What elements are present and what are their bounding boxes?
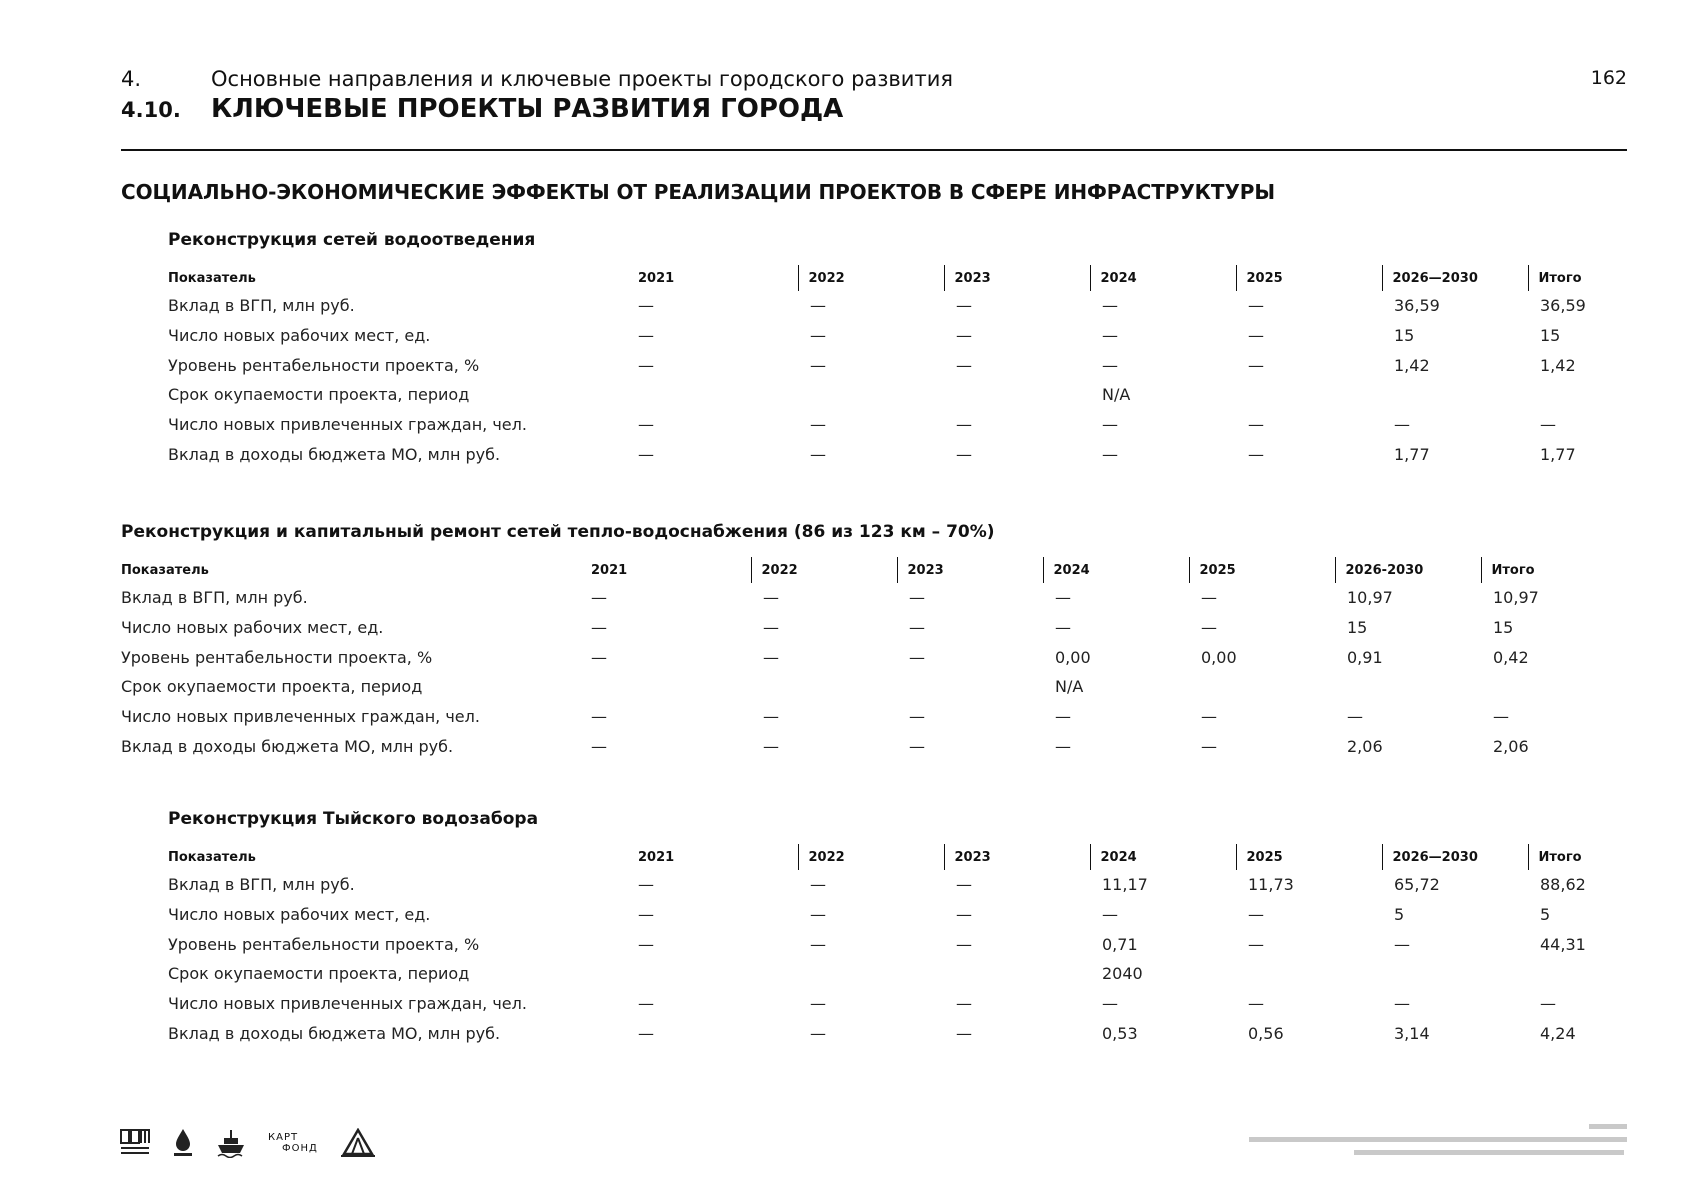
indicator-value: 0,42 <box>1493 647 1529 667</box>
column-header-period: 2025 <box>1236 265 1382 291</box>
column-header-period: 2024 <box>1043 557 1189 583</box>
indicator-value: — <box>1248 905 1264 925</box>
dom-logo-icon <box>120 1128 150 1158</box>
indicator-value: — <box>1055 736 1071 756</box>
indicator-value: 0,56 <box>1248 1023 1284 1043</box>
table-header-row <box>168 844 1638 870</box>
indicator-value: — <box>1102 444 1118 464</box>
column-header-indicator: Показатель <box>121 562 209 578</box>
indicator-value: — <box>638 415 654 435</box>
indicator-value: — <box>763 618 779 638</box>
column-header-period: 2026-2030 <box>1335 557 1481 583</box>
table-row <box>168 439 1638 469</box>
column-header-period: 2025 <box>1189 557 1335 583</box>
column-header-period: 2021 <box>638 849 675 865</box>
indicator-value: — <box>1248 326 1264 346</box>
indicator-value: — <box>1248 415 1264 435</box>
indicator-value: — <box>956 905 972 925</box>
indicator-label: Число новых привлеченных граждан, чел. <box>168 415 527 435</box>
indicator-value <box>751 672 897 702</box>
indicator-value: — <box>1102 355 1118 375</box>
indicator-value: — <box>638 296 654 316</box>
indicator-value: — <box>810 326 826 346</box>
indicator-value: 1,42 <box>1540 355 1576 375</box>
column-header-period: 2025 <box>1236 844 1382 870</box>
indicator-value: — <box>1493 707 1509 727</box>
table-block-water-intake <box>168 809 1638 1048</box>
indicator-value: — <box>909 647 925 667</box>
indicator-value: — <box>1055 588 1071 608</box>
table-row <box>168 929 1638 959</box>
table-row <box>121 672 1591 702</box>
indicator-value: 0,00 <box>1055 647 1091 667</box>
indicator-value: — <box>810 444 826 464</box>
indicator-table-heat-water <box>121 557 1591 761</box>
indicator-label: Срок окупаемости проекта, период <box>121 677 423 697</box>
indicator-value <box>1335 672 1481 702</box>
indicator-value: — <box>591 618 607 638</box>
indicator-value: — <box>1201 618 1217 638</box>
column-header-period: 2022 <box>798 844 944 870</box>
table-row <box>121 642 1591 672</box>
footer-faded-text <box>1209 1122 1629 1167</box>
table-row <box>168 321 1638 351</box>
indicator-value: — <box>591 647 607 667</box>
indicator-value: — <box>1102 905 1118 925</box>
indicator-value: — <box>810 296 826 316</box>
indicator-value <box>1236 959 1382 989</box>
indicator-value: — <box>638 905 654 925</box>
indicator-value: 36,59 <box>1540 296 1586 316</box>
indicator-value: — <box>1248 994 1264 1014</box>
table-row <box>168 900 1638 930</box>
indicator-value: 88,62 <box>1540 875 1586 895</box>
indicator-value: — <box>909 618 925 638</box>
indicator-label: Уровень рентабельности проекта, % <box>168 355 480 375</box>
indicator-value: — <box>810 994 826 1014</box>
indicator-value <box>1382 959 1528 989</box>
indicator-value <box>1528 959 1638 989</box>
indicator-value: — <box>956 296 972 316</box>
indicator-label: Вклад в ВГП, млн руб. <box>168 296 355 316</box>
table-row <box>168 1018 1638 1048</box>
indicator-value: 65,72 <box>1394 875 1440 895</box>
indicator-value <box>1382 380 1528 410</box>
drop-logo-icon <box>172 1128 194 1158</box>
indicator-value: — <box>591 736 607 756</box>
indicator-value: 2040 <box>1102 964 1143 984</box>
indicator-value: — <box>956 934 972 954</box>
indicator-value: 0,53 <box>1102 1023 1138 1043</box>
indicator-value: 1,77 <box>1394 444 1430 464</box>
indicator-value: — <box>591 588 607 608</box>
column-header-period: 2023 <box>944 844 1090 870</box>
ship-logo-icon <box>216 1128 246 1158</box>
table-row <box>121 613 1591 643</box>
indicator-value: — <box>1102 296 1118 316</box>
indicator-value: 11,73 <box>1248 875 1294 895</box>
indicator-label: Число новых привлеченных граждан, чел. <box>168 994 527 1014</box>
indicator-value: — <box>763 736 779 756</box>
indicator-value: 5 <box>1394 905 1405 925</box>
indicator-value: 0,00 <box>1201 647 1237 667</box>
indicator-value: 15 <box>1394 326 1415 346</box>
column-header-period: 2024 <box>1090 265 1236 291</box>
indicator-value: — <box>638 444 654 464</box>
column-header-indicator: Показатель <box>168 849 256 865</box>
indicator-value: — <box>956 444 972 464</box>
indicator-value: 15 <box>1540 326 1561 346</box>
kart-fond-logo <box>268 1132 318 1154</box>
indicator-value: 2,06 <box>1347 736 1383 756</box>
column-header-period: 2023 <box>944 265 1090 291</box>
table-title: Реконструкция Тыйского водозабора <box>168 809 539 829</box>
indicator-value: — <box>638 875 654 895</box>
column-header-period: 2026—2030 <box>1382 265 1528 291</box>
indicator-value: — <box>909 588 925 608</box>
indicator-value: — <box>1394 415 1410 435</box>
indicator-value: 44,31 <box>1540 934 1586 954</box>
indicator-value: — <box>1055 707 1071 727</box>
indicator-value <box>591 672 751 702</box>
table-row <box>168 410 1638 440</box>
indicator-value: — <box>956 994 972 1014</box>
indicator-value: — <box>810 355 826 375</box>
indicator-value: 1,77 <box>1540 444 1576 464</box>
indicator-value: — <box>956 875 972 895</box>
indicator-value: — <box>638 934 654 954</box>
indicator-value: — <box>1201 588 1217 608</box>
indicator-value: — <box>1248 296 1264 316</box>
indicator-label: Вклад в ВГП, млн руб. <box>121 588 308 608</box>
column-header-period: 2021 <box>638 270 675 286</box>
indicator-value: — <box>1248 355 1264 375</box>
indicator-table-sewer <box>168 265 1638 469</box>
indicator-value: — <box>1540 994 1556 1014</box>
indicator-value: — <box>956 355 972 375</box>
column-header-period: Итого <box>1528 265 1638 291</box>
indicator-value: — <box>763 647 779 667</box>
indicator-label: Число новых рабочих мест, ед. <box>168 326 431 346</box>
indicator-value: — <box>956 326 972 346</box>
footer-logos <box>120 1128 376 1158</box>
indicator-value: — <box>810 1023 826 1043</box>
indicator-label: Число новых рабочих мест, ед. <box>121 618 384 638</box>
indicator-value: — <box>1201 736 1217 756</box>
indicator-value <box>1528 380 1638 410</box>
indicator-value: — <box>810 415 826 435</box>
indicator-value <box>1189 672 1335 702</box>
column-header-period: Итого <box>1481 557 1591 583</box>
indicator-value: 1,42 <box>1394 355 1430 375</box>
indicator-value: — <box>810 934 826 954</box>
chapter-title: Основные направления и ключевые проекты городского развития <box>211 67 953 91</box>
indicator-value: 3,14 <box>1394 1023 1430 1043</box>
indicator-value: — <box>591 707 607 727</box>
indicator-value <box>944 380 1090 410</box>
indicator-value: — <box>1540 415 1556 435</box>
indicator-label: Вклад в доходы бюджета МО, млн руб. <box>168 444 501 464</box>
column-header-period: 2024 <box>1090 844 1236 870</box>
chapter-number: 4. <box>121 67 142 91</box>
column-header-period: 2022 <box>751 557 897 583</box>
indicator-value: 10,97 <box>1493 588 1539 608</box>
indicator-value: 36,59 <box>1394 296 1440 316</box>
indicator-value: — <box>956 1023 972 1043</box>
indicator-table-water-intake <box>168 844 1638 1048</box>
table-row <box>168 989 1638 1019</box>
indicator-value <box>944 959 1090 989</box>
table-row <box>168 350 1638 380</box>
indicator-value: — <box>763 588 779 608</box>
indicator-label: Число новых рабочих мест, ед. <box>168 905 431 925</box>
indicator-value: — <box>1102 994 1118 1014</box>
indicator-value: — <box>638 994 654 1014</box>
table-header-row <box>168 265 1638 291</box>
indicator-label: Срок окупаемости проекта, период <box>168 385 470 405</box>
table-title: Реконструкция сетей водоотведения <box>168 230 536 250</box>
indicator-value: — <box>1102 415 1118 435</box>
indicator-value: — <box>638 355 654 375</box>
column-header-period: 2026—2030 <box>1382 844 1528 870</box>
header-divider <box>121 149 1627 151</box>
indicator-value: N/A <box>1055 677 1084 697</box>
indicator-label: Уровень рентабельности проекта, % <box>168 934 480 954</box>
section-title: КЛЮЧЕВЫЕ ПРОЕКТЫ РАЗВИТИЯ ГОРОДА <box>211 94 844 124</box>
column-header-period: 2023 <box>897 557 1043 583</box>
indicator-value <box>897 672 1043 702</box>
kart-fond-line2: ФОНД <box>282 1143 318 1154</box>
indicator-label: Число новых привлеченных граждан, чел. <box>121 707 480 727</box>
indicator-value: 0,91 <box>1347 647 1383 667</box>
indicator-value: 5 <box>1540 905 1551 925</box>
indicator-value: — <box>1394 994 1410 1014</box>
indicator-label: Вклад в доходы бюджета МО, млн руб. <box>121 736 454 756</box>
indicator-value: — <box>1248 934 1264 954</box>
indicator-value <box>798 380 944 410</box>
indicator-value: 4,24 <box>1540 1023 1576 1043</box>
indicator-value: — <box>638 1023 654 1043</box>
table-row <box>121 702 1591 732</box>
table-row <box>121 583 1591 613</box>
indicator-value: N/A <box>1102 385 1131 405</box>
indicator-value: 2,06 <box>1493 736 1529 756</box>
indicator-value: 11,17 <box>1102 875 1148 895</box>
table-block-heat-water <box>121 522 1591 761</box>
indicator-value: — <box>1102 326 1118 346</box>
table-block-sewer <box>168 230 1638 469</box>
indicator-value: 0,71 <box>1102 934 1138 954</box>
section-number: 4.10. <box>121 98 181 122</box>
indicator-value: — <box>763 707 779 727</box>
indicator-label: Вклад в ВГП, млн руб. <box>168 875 355 895</box>
table-row <box>168 959 1638 989</box>
indicator-value: — <box>1201 707 1217 727</box>
indicator-value <box>638 959 798 989</box>
column-header-period: Итого <box>1528 844 1638 870</box>
table-row <box>168 380 1638 410</box>
column-header-period: 2022 <box>798 265 944 291</box>
indicator-value <box>1236 380 1382 410</box>
indicator-value: — <box>1347 707 1363 727</box>
indicator-value <box>638 380 798 410</box>
chapter-header <box>121 67 953 91</box>
tent-logo-icon <box>340 1128 376 1158</box>
page-number: 162 <box>1590 67 1627 89</box>
indicator-value: 15 <box>1347 618 1368 638</box>
table-row <box>121 731 1591 761</box>
indicator-value: — <box>1394 934 1410 954</box>
table-title: Реконструкция и капитальный ремонт сетей тепло-водоснабжения (86 из 123 км – 70%) <box>121 522 995 542</box>
column-header-indicator: Показатель <box>168 270 256 286</box>
indicator-value: — <box>638 326 654 346</box>
table-row <box>168 291 1638 321</box>
table-row <box>168 870 1638 900</box>
indicator-value: — <box>810 905 826 925</box>
indicator-value: — <box>810 875 826 895</box>
indicator-value: 15 <box>1493 618 1514 638</box>
indicator-label: Вклад в доходы бюджета МО, млн руб. <box>168 1023 501 1043</box>
indicator-value <box>798 959 944 989</box>
indicator-value: — <box>909 736 925 756</box>
indicator-value: 10,97 <box>1347 588 1393 608</box>
indicator-label: Уровень рентабельности проекта, % <box>121 647 433 667</box>
indicator-value: — <box>1055 618 1071 638</box>
indicator-value: — <box>956 415 972 435</box>
indicator-value: — <box>1248 444 1264 464</box>
section-header <box>121 94 843 124</box>
indicator-value: — <box>909 707 925 727</box>
indicator-label: Срок окупаемости проекта, период <box>168 964 470 984</box>
main-title: СОЦИАЛЬНО-ЭКОНОМИЧЕСКИЕ ЭФФЕКТЫ ОТ РЕАЛИЗАЦИИ ПРОЕКТОВ В СФЕРЕ ИНФРАСТРУКТУРЫ <box>121 180 1275 204</box>
kart-fond-line1: КАРТ <box>268 1132 299 1143</box>
column-header-period: 2021 <box>591 562 628 578</box>
table-header-row <box>121 557 1591 583</box>
indicator-value <box>1481 672 1591 702</box>
